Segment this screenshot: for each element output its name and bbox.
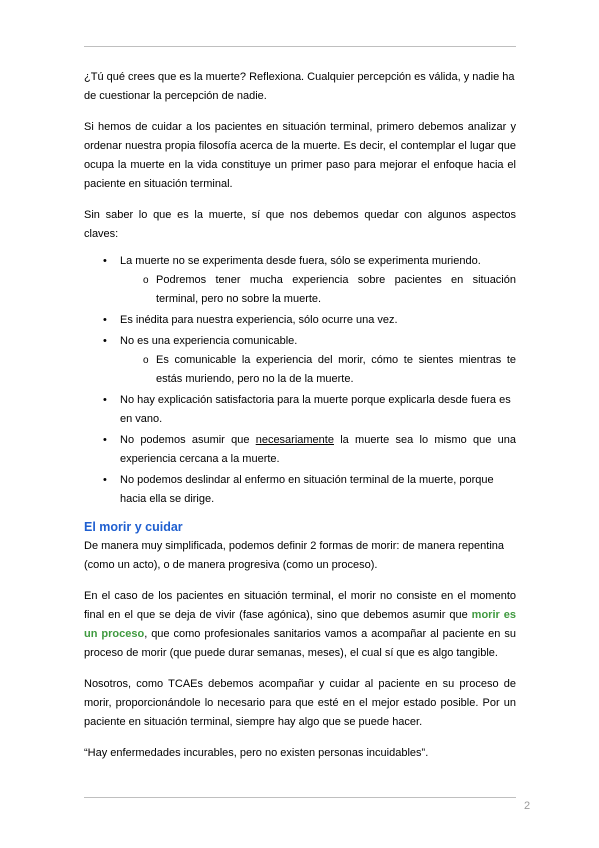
list-item [84, 391, 516, 429]
page-number: 2 [524, 800, 531, 812]
paragraph-tcae: Nosotros, como TCAEs debemos acompañar y cuidar al paciente en su proceso de morir, proporcionándole lo necesario para que esté en el mejor estado posible. Por un paciente en situación terminal, siempre hay algo que se puede hacer. [84, 678, 516, 728]
list-item [84, 431, 516, 469]
circle-bullet-icon: o [143, 275, 149, 286]
list-item [84, 471, 516, 509]
sub-list-item [120, 351, 516, 389]
paragraph-philosophy: Si hemos de cuidar a los pacientes en situación terminal, primero debemos analizar y ordenar nuestra propia filosofía acerca de la muerte. Es decir, el contemplar el lugar que ocupa la muerte en la vida constituye un primer paso para mejorar el enfoque hacia el paciente en situación terminal. [84, 121, 516, 190]
bullet-icon: • [103, 434, 107, 446]
list-item [84, 252, 516, 309]
list-item-text: No podemos deslindar al enfermo en situación terminal de la muerte, porque hacia ella se dirige. [120, 474, 494, 505]
list-item-text: Es inédita para nuestra experiencia, sólo ocurre una vez. [120, 314, 398, 326]
paragraph-key-aspects: Sin saber lo que es la muerte, sí que nos debemos quedar con algunos aspectos claves: [84, 209, 516, 240]
section-heading: El morir y cuidar [84, 520, 183, 534]
quote: “Hay enfermedades incurables, pero no existen personas incuidables”. [84, 747, 429, 759]
document-body [84, 68, 516, 775]
sub-list-item [120, 271, 516, 309]
key-aspects-list [84, 252, 516, 509]
list-item [84, 311, 516, 330]
list-item-text-post: la muerte sea lo mismo que una experiencia cercana a la muerte. [120, 434, 516, 465]
list-item-text: No es una experiencia comunicable. [120, 335, 298, 347]
underlined-word: necesariamente [255, 434, 334, 446]
paragraph-two-ways: De manera muy simplificada, podemos definir 2 formas de morir: de manera repentina (como un acto), o de manera progresiva (como un proceso). [84, 540, 505, 571]
paragraph-process [84, 587, 516, 663]
sub-list-item-text: Es comunicable la experiencia del morir, cómo te sientes mientras te estás muriendo, pero no la de la muerte. [156, 354, 516, 385]
highlighted-phrase: morir es un proceso [84, 609, 516, 640]
bullet-icon: • [103, 394, 107, 406]
sub-list-item-text: Podremos tener mucha experiencia sobre pacientes en situación terminal, pero no sobre la muerte. [156, 274, 516, 305]
paragraph-process-pre: En el caso de los pacientes en situación terminal, el morir no consiste en el momento final en el que se deja de vivir (fase agónica), sino que debemos asumir que [84, 590, 516, 621]
list-item-text: La muerte no se experimenta desde fuera, sólo se experimenta muriendo. [120, 255, 481, 267]
footer-rule [84, 797, 516, 798]
list-item-text-pre: No podemos asumir que [120, 434, 256, 446]
list-item-text: No hay explicación satisfactoria para la muerte porque explicarla desde fuera es en vano. [120, 394, 511, 425]
sub-list [120, 351, 516, 389]
paragraph-reflection: ¿Tú qué crees que es la muerte? Reflexiona. Cualquier percepción es válida, y nadie ha de cuestionar la percepción de nadie. [84, 71, 515, 102]
bullet-icon: • [103, 314, 107, 326]
bullet-icon: • [103, 474, 107, 486]
circle-bullet-icon: o [143, 355, 149, 366]
paragraph-process-post: , que como profesionales sanitarios vamos a acompañar al paciente en su proceso de morir (que puede durar semanas, meses), el cual sí que es algo tangible. [84, 628, 516, 659]
header-rule [84, 46, 516, 47]
bullet-icon: • [103, 335, 107, 347]
list-item [84, 332, 516, 389]
bullet-icon: • [103, 255, 107, 267]
sub-list [120, 271, 516, 309]
